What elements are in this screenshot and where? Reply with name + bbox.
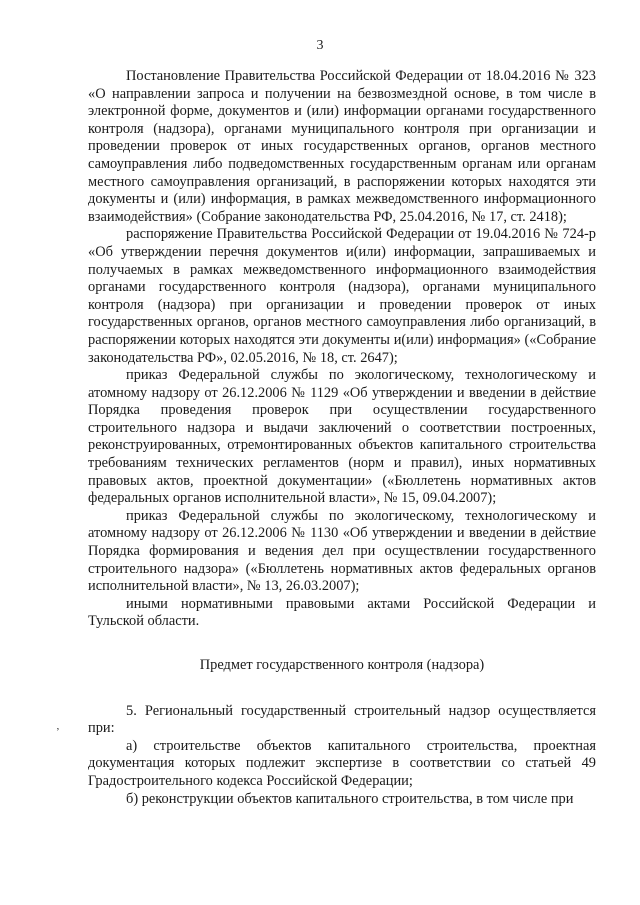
document-body — [88, 68, 596, 808]
paragraph-item-5: 5. Региональный государственный строительный надзор осуществляется при: — [88, 702, 596, 737]
paragraph-order-1130: приказ Федеральной службы по экологическому, технологическому и атомному надзору от 26.12.2006 № 1130 «Об утверждении и введении в действие Порядка формирования и ведения дел при осуществлении государственного строительного надзора» («Бюллетень нормативных актов федеральных органов исполнительной власти», № 13, 26.03.2007); — [88, 507, 596, 595]
paragraph-item-b: б) реконструкции объектов капитального строительства, в том числе при — [126, 790, 574, 807]
paragraph-other-acts: иными нормативными правовыми актами Российской Федерации и Тульской области. — [88, 595, 596, 630]
paragraph-item-a: а) строительстве объектов капитального строительства, проектная документация которых подлежит экспертизе в соответствии со статьей 49 Градостроительного кодекса Российской Федерации; — [88, 737, 596, 789]
page-number: 3 — [316, 38, 324, 53]
paragraph-resolution-323: Постановление Правительства Российской Федерации от 18.04.2016 № 323 «О направлении запроса и получении на безвозмездной основе, в том числе в электронной форме, документов и (или) информации органами государственного контроля (надзора), органами муниципального контроля при организации и проведении проверок от иных государственных органов, органов местного самоуправления либо подведомственных государственным органам или органам местного самоуправления организаций, в распоряжении которых находятся эти документы и (или) информация, в рамках межведомственного информационного взаимодействия» (Собрание законодательства РФ, 25.04.2016, № 17, ст. 2418); — [88, 68, 596, 225]
section-heading: Предмет государственного контроля (надзора) — [199, 657, 485, 673]
paragraph-order-1129: приказ Федеральной службы по экологическому, технологическому и атомному надзору от 26.12.2006 № 1129 «Об утверждении и введении в действие Порядка проведения проверок при осуществлении государственного строительного надзора и выдачи заключений о соответствии построенных, реконструированных, отремонтированных объектов капитального строительства требованиям технических регламентов (норм и правил), иных нормативных правовых актов, проектной документации» («Бюллетень нормативных актов федеральных органов исполнительной власти», № 15, 09.04.2007); — [88, 367, 596, 507]
margin-mark: ’ — [56, 726, 60, 738]
paragraph-order-724r: распоряжение Правительства Российской Федерации от 19.04.2016 № 724-р «Об утверждении перечня документов и(или) информации, запрашиваемых и получаемых в рамках межведомственного информационного взаимодействия органами государственного контроля (надзора), органами муниципального контроля (надзора) при организации и проведении проверок от иных государственных органов, органов местного самоуправления либо организаций, в распоряжении которых находятся эти документы и(или) информация» («Собрание законодательства РФ», 02.05.2016, № 18, ст. 2647); — [88, 226, 596, 366]
